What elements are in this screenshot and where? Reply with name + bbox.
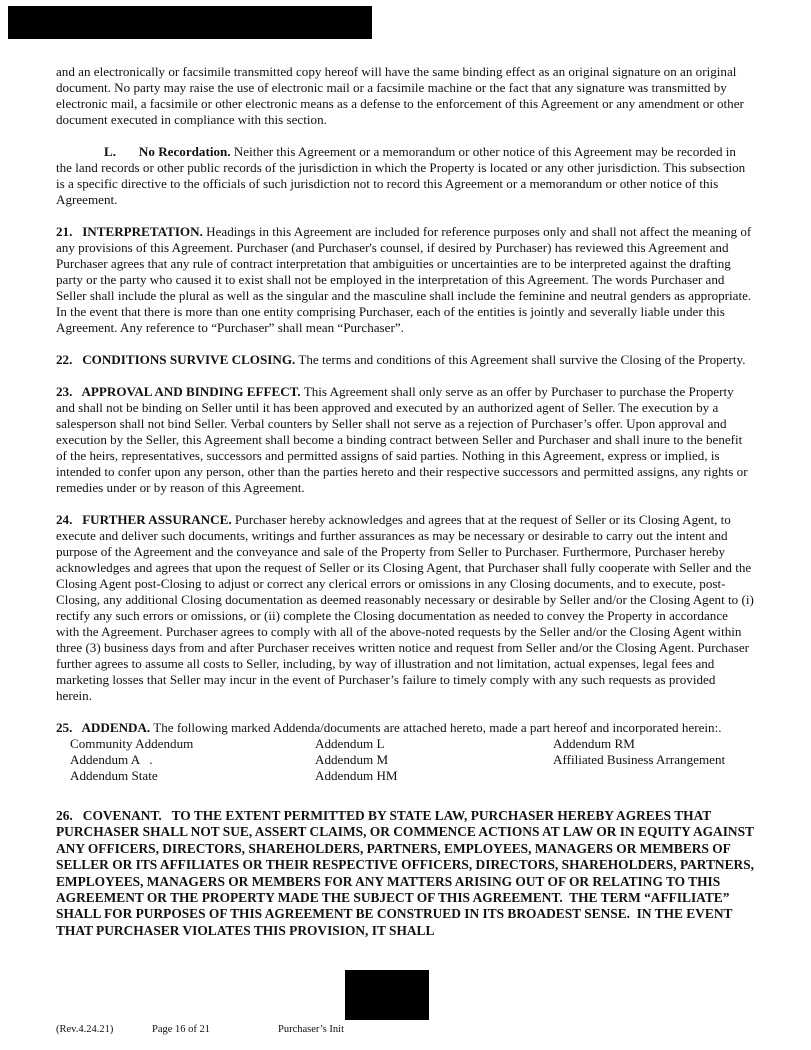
footer-page-number: Page 16 of 21 bbox=[152, 1024, 211, 1035]
section-23-heading: 23. APPROVAL AND BINDING EFFECT. bbox=[56, 384, 301, 399]
section-24 bbox=[56, 512, 754, 704]
subsection-l-heading: L. No Recordation. bbox=[104, 144, 231, 159]
section-26-covenant: 26. COVENANT. TO THE EXTENT PERMITTED BY STATE LAW, PURCHASER HEREBY AGREES THAT PURCHASER SHALL NOT SUE, ASSERT CLAIMS, OR COMMENCE ACTIONS AT LAW OR IN EQUITY AGAINST ANY OFFICERS, DIRECTORS, SHAREHOLDERS, PARTNERS, EMPLOYEES, MANAGERS OR MEMBERS OF SELLER OR ITS AFFILIATES OR THEIR RESPECTIVE OFFICERS, DIRECTORS, SHAREHOLDERS, PARTNERS, EMPLOYEES, MANAGERS OR MEMBERS FOR ANY MATTERS ARISING OUT OF OR RELATING TO THIS AGREEMENT OR THE PROPERTY MADE THE SUBJECT OF THIS AGREEMENT. THE TERM “AFFILIATE” SHALL FOR PURPOSES OF THIS AGREEMENT BE CONSTRUED IN ITS BROADEST SENSE. IN THE EVENT THAT PURCHASER VIOLATES THIS PROVISION, IT SHALL bbox=[56, 808, 758, 938]
continuation-paragraph: and an electronically or facsimile transmitted copy hereof will have the same binding effect as an original signature on an original document. No party may raise the use of electronic mail or a facsimile machine or the fact that any signature was transmitted by electronic mail, a facsimile or other electronic means as a defense to the enforcement of this Agreement or any amendment or other document executed in compliance with this section. bbox=[56, 64, 744, 127]
section-21-body: Headings in this Agreement are included for reference purposes only and shall not affect the meaning of any provisions of this Agreement. Purchaser (and Purchaser's counsel, if desired by Purchaser) has reviewed this Agreement and Purchaser agrees that any rule of contract interpretation that ambiguities or uncertainties are to be interpreted against the drafting party or the party who caused it to exist shall not be employed in the interpretation of this Agreement. The words Purchaser and Seller shall include the plural as well as the singular and the masculine shall include the feminine and neutral genders as appropriate. In the event that there is more than one entity comprising Purchaser, each of the entities is jointly and severally liable under this Agreement. Any reference to “Purchaser” shall mean “Purchaser”. bbox=[56, 224, 752, 335]
subsection-l bbox=[56, 144, 754, 208]
section-25-heading: 25. ADDENDA. bbox=[56, 720, 151, 735]
redaction-bar-top bbox=[8, 6, 372, 39]
section-21-heading: 21. INTERPRETATION. bbox=[56, 224, 203, 239]
addenda-item: Addendum State bbox=[70, 768, 158, 783]
subsection-l-body: Neither this Agreement or a memorandum or other notice of this Agreement may be recorded in the land records or other public records of the jurisdiction in which the Property is located or any other jurisdiction. This subsection is a specific directive to the officials of such jurisdiction not to record this Agreement or a memorandum or other notice of this Agreement. bbox=[56, 144, 746, 207]
section-25-body: The following marked Addenda/documents are attached hereto, made a part hereof and incorporated herein:. bbox=[150, 720, 722, 735]
section-23 bbox=[56, 384, 754, 496]
section-25 bbox=[56, 720, 754, 736]
section-22 bbox=[56, 352, 754, 368]
section-24-body: Purchaser hereby acknowledges and agrees that at the request of Seller or its Closing Agent, to execute and deliver such documents, writings and further assurances as may be necessary or desirable to carry out the intent and purpose of the Agreement and the conveyance and sale of the Property from Seller to Purchaser. Furthermore, Purchaser hereby acknowledges and agrees that upon the request of Seller or its Closing Agent, that Purchaser shall fully cooperate with Seller and the Closing Agent post-Closing to adjust or correct any clerical errors or omissions in any Closing documents, and to execute, post-Closing, any additional Closing documentation as deemed reasonably necessary or desirable by Seller and/or the Closing Agent to (i) rectify any such errors or omissions, or (ii) complete the Closing documentation as needed to convey the Property in accordance with the Agreement. Purchaser agrees to comply with all of the above-noted requests by the Seller and/or the Closing Agent within three (3) business days from and after Purchaser receives written notice and request from Seller and/or the Closing Agent. Purchaser further agrees to assume all costs to Seller, including, by way of illustration and not limitation, actual expenses, legal fees and marketing losses that Seller may incur in the event of Purchaser’s failure to timely comply with any such requests as provided herein. bbox=[56, 512, 754, 703]
footer-initials-label: Purchaser’s Init bbox=[278, 1024, 344, 1035]
addenda-item: Affiliated Business Arrangement bbox=[553, 752, 726, 767]
redaction-bar-initials bbox=[345, 970, 429, 1020]
addenda-item: Addendum RM bbox=[553, 736, 635, 751]
section-22-heading: 22. CONDITIONS SURVIVE CLOSING. bbox=[56, 352, 296, 367]
addenda-item bbox=[553, 768, 768, 784]
addenda-item: Addendum A . bbox=[70, 752, 153, 767]
addenda-list bbox=[70, 736, 754, 784]
document-body bbox=[56, 64, 758, 955]
addenda-item: Community Addendum bbox=[70, 736, 194, 751]
section-22-body: The terms and conditions of this Agreement shall survive the Closing of the Property. bbox=[295, 352, 746, 367]
addenda-item: Addendum HM bbox=[315, 768, 398, 783]
section-21 bbox=[56, 224, 754, 336]
section-23-body: This Agreement shall only serve as an offer by Purchaser to purchase the Property and shall not be binding on Seller until it has been approved and executed by an authorized agent of Seller. The execution by a salesperson shall not bind Seller. Verbal counters by Seller shall not serve as a rejection of Purchaser’s offer. Upon approval and execution by the Seller, this Agreement shall become a binding contract between Seller and Purchaser and shall inure to the benefit of the heirs, representatives, successors and permitted assigns of said parties. Nothing in this Agreement, express or implied, is intended to confer upon any person, other than the parties hereto and their respective successors and permitted assigns, any rights or remedies under or by reason of this Agreement. bbox=[56, 384, 748, 495]
addenda-item: Addendum L bbox=[315, 736, 385, 751]
footer-revision: (Rev.4.24.21) bbox=[56, 1024, 114, 1035]
section-24-heading: 24. FURTHER ASSURANCE. bbox=[56, 512, 232, 527]
addenda-item: Addendum M bbox=[315, 752, 389, 767]
